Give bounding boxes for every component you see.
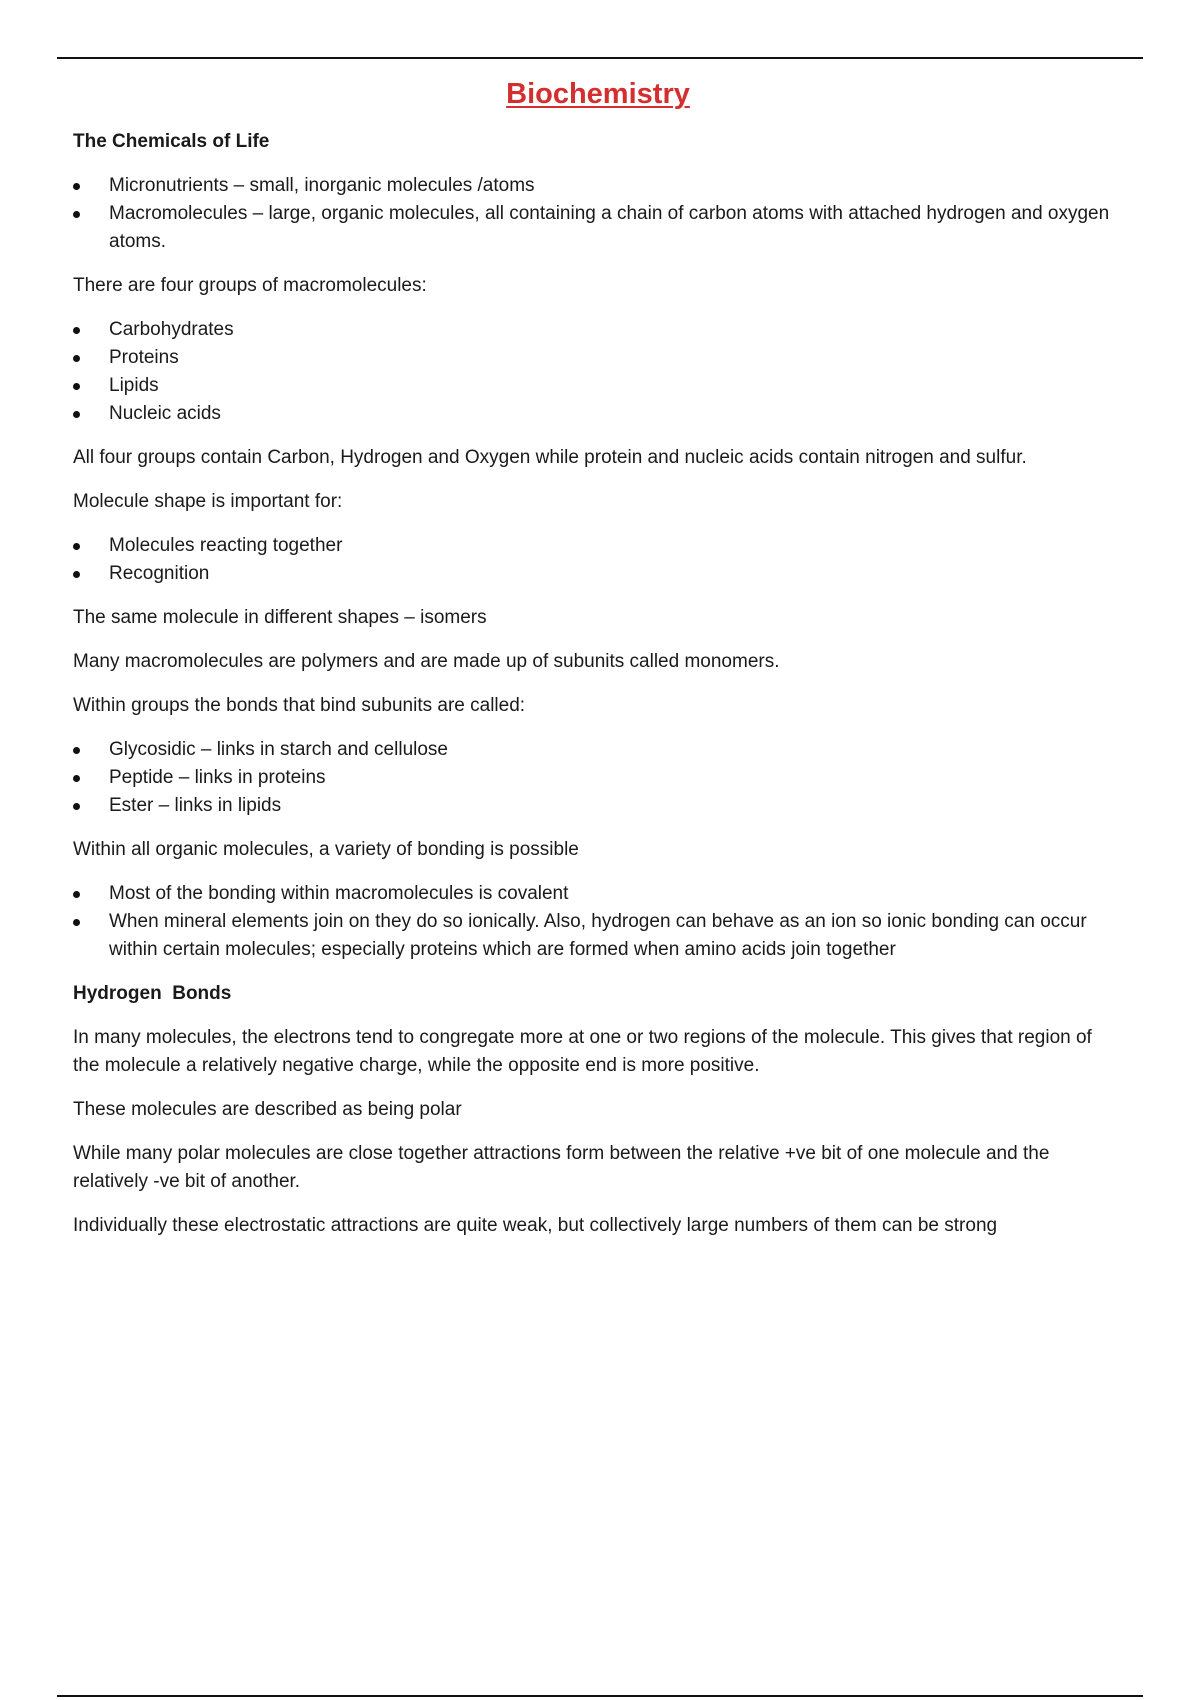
bonds-intro: Within groups the bonds that bind subunits are called: (73, 695, 526, 716)
bullet-icon (73, 211, 80, 218)
bullet-icon (73, 383, 80, 390)
hydrogen-paragraph-4: Individually these electrostatic attractions are quite weak, but collectively large numbers of them can be strong (73, 1215, 998, 1236)
hydrogen-paragraph-2: These molecules are described as being polar (73, 1099, 462, 1120)
section-heading-hydrogen-bonds: Hydrogen Bonds (73, 983, 232, 1004)
bullet-icon (73, 891, 80, 898)
list-item (73, 400, 1123, 428)
list-item (73, 344, 1123, 372)
list-item-text: Molecules reacting together (109, 535, 343, 556)
document-title: Biochemistry (506, 78, 690, 110)
top-rule (57, 57, 1143, 59)
list-item-text: Glycosidic – links in starch and cellulose (109, 739, 448, 760)
bullet-icon (73, 327, 80, 334)
list-item-text: Carbohydrates (109, 319, 234, 340)
section-heading-chemicals: The Chemicals of Life (73, 131, 270, 152)
list-item (73, 736, 1123, 764)
list-item-text: When mineral elements join on they do so ionically. Also, hydrogen can behave as an ion so ionic bonding can occur within certain molecules; especially proteins which are formed when amino acids join together (109, 911, 1087, 960)
hydrogen-paragraph-1: In many molecules, the electrons tend to congregate more at one or two regions of the molecule. This gives that region of the molecule a relatively negative charge, while the opposite end is more positive. (73, 1027, 1092, 1076)
isomers-paragraph: The same molecule in different shapes – isomers (73, 607, 487, 628)
list-item-text: Proteins (109, 347, 179, 368)
list-item-text: Lipids (109, 375, 159, 396)
list-item-text: Peptide – links in proteins (109, 767, 326, 788)
list-item-text: Micronutrients – small, inorganic molecules /atoms (109, 175, 535, 196)
bullet-icon (73, 803, 80, 810)
four-groups-elements: All four groups contain Carbon, Hydrogen and Oxygen while protein and nucleic acids contain nitrogen and sulfur. (73, 447, 1027, 468)
bullet-icon (73, 747, 80, 754)
list-item-text: Nucleic acids (109, 403, 221, 424)
list-item-text: Ester – links in lipids (109, 795, 282, 816)
list-item (73, 372, 1123, 400)
hydrogen-paragraph-3: While many polar molecules are close together attractions form between the relative +ve bit of one molecule and the relatively -ve bit of another. (73, 1143, 1050, 1192)
list-item-text: Recognition (109, 563, 210, 584)
chemicals-list (73, 172, 1123, 256)
bullet-icon (73, 775, 80, 782)
list-item-text: Macromolecules – large, organic molecules, all containing a chain of carbon atoms with attached hydrogen and oxygen atoms. (109, 203, 1110, 252)
list-item (73, 532, 1123, 560)
document-page (73, 74, 1123, 1256)
list-item (73, 200, 1123, 256)
bottom-rule (57, 1695, 1143, 1697)
bullet-icon (73, 571, 80, 578)
four-groups-intro: There are four groups of macromolecules: (73, 275, 427, 296)
list-item (73, 880, 1123, 908)
list-item (73, 908, 1123, 964)
bullet-icon (73, 411, 80, 418)
bullet-icon (73, 919, 80, 926)
list-item (73, 316, 1123, 344)
list-item (73, 560, 1123, 588)
shape-list (73, 532, 1123, 588)
list-item (73, 764, 1123, 792)
bonding-intro: Within all organic molecules, a variety of bonding is possible (73, 839, 579, 860)
list-item (73, 172, 1123, 200)
bullet-icon (73, 543, 80, 550)
bonding-list (73, 880, 1123, 964)
list-item-text: Most of the bonding within macromolecules is covalent (109, 883, 569, 904)
polymers-paragraph: Many macromolecules are polymers and are made up of subunits called monomers. (73, 651, 780, 672)
shape-intro: Molecule shape is important for: (73, 491, 343, 512)
bullet-icon (73, 183, 80, 190)
list-item (73, 792, 1123, 820)
bullet-icon (73, 355, 80, 362)
bonds-list (73, 736, 1123, 820)
macromolecule-groups-list (73, 316, 1123, 428)
